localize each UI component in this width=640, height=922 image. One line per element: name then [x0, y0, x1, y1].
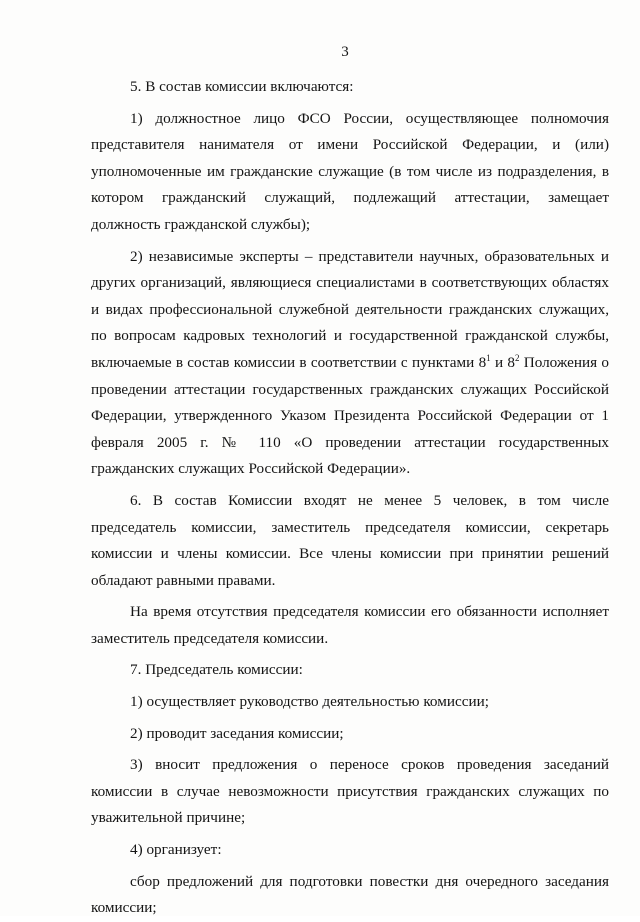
punkt-ref-1-sup: 1	[486, 352, 491, 363]
paragraph-5-item-2	[91, 244, 609, 483]
punkt-ref-2: 8	[507, 353, 515, 371]
paragraph-7-item-4-sub: сбор предложений для подготовки повестки дня очередного заседания комиссии;	[91, 872, 609, 917]
paragraph-7-item-4: 4) организует:	[130, 841, 222, 859]
paragraph-5-item-2-text: 2) независимые эксперты – представители научных, образовательных и других организаций, являющиеся специалистами в соответствующих областях и видах профессиональной служебной деятельности гражданских служащих, по вопросам кадровых технологий и государственной гражданской службы, включаемые в состав комиссии в соответствии с пунктами	[91, 247, 609, 371]
paragraph-7-heading: 7. Председатель комиссии:	[130, 661, 303, 679]
paragraph-6: 6. В состав Комиссии входят не менее 5 человек, в том числе председатель комиссии, заместитель председателя комиссии, секретарь комиссии и члены комиссии. Все члены комиссии при принятии решений обладают равными правами.	[91, 491, 609, 589]
document-body	[91, 74, 609, 922]
page-number: 3	[341, 44, 349, 60]
paragraph-7-item-1: 1) осуществляет руководство деятельностью комиссии;	[130, 693, 489, 711]
punkt-ref-2-sup: 2	[514, 352, 520, 363]
paragraph-5-item-2-tail: Положения о проведении аттестации государственных гражданских служащих Российской Федерации, утвержденного Указом Президента Российской Федерации от 1 февраля 2005 г. № 110 «О проведении аттестации государственных гражданских служащих Российской Федерации».	[91, 353, 610, 478]
punkt-and: и	[494, 353, 504, 371]
paragraph-7-item-2: 2) проводит заседания комиссии;	[130, 724, 344, 742]
paragraph-6-deputy: На время отсутствия председателя комиссии его обязанности исполняет заместитель председателя комиссии.	[91, 603, 609, 647]
paragraph-5-heading: 5. В состав комиссии включаются:	[130, 78, 354, 95]
paragraph-7-item-3: 3) вносит предложения о переносе сроков проведения заседаний комиссии в случае невозможности присутствия гражданских служащих по уважительной причине;	[91, 756, 609, 827]
punkt-ref-1: 8	[478, 353, 487, 371]
paragraph-5-item-1: 1) должностное лицо ФСО России, осуществляющее полномочия представителя нанимателя от имени Российской Федерации, и (или) уполномоченные им гражданские служащие (в том числе из подразделения, в котором гражданский служащий, подлежащий аттестации, замещает должность гражданской службы);	[91, 109, 609, 233]
